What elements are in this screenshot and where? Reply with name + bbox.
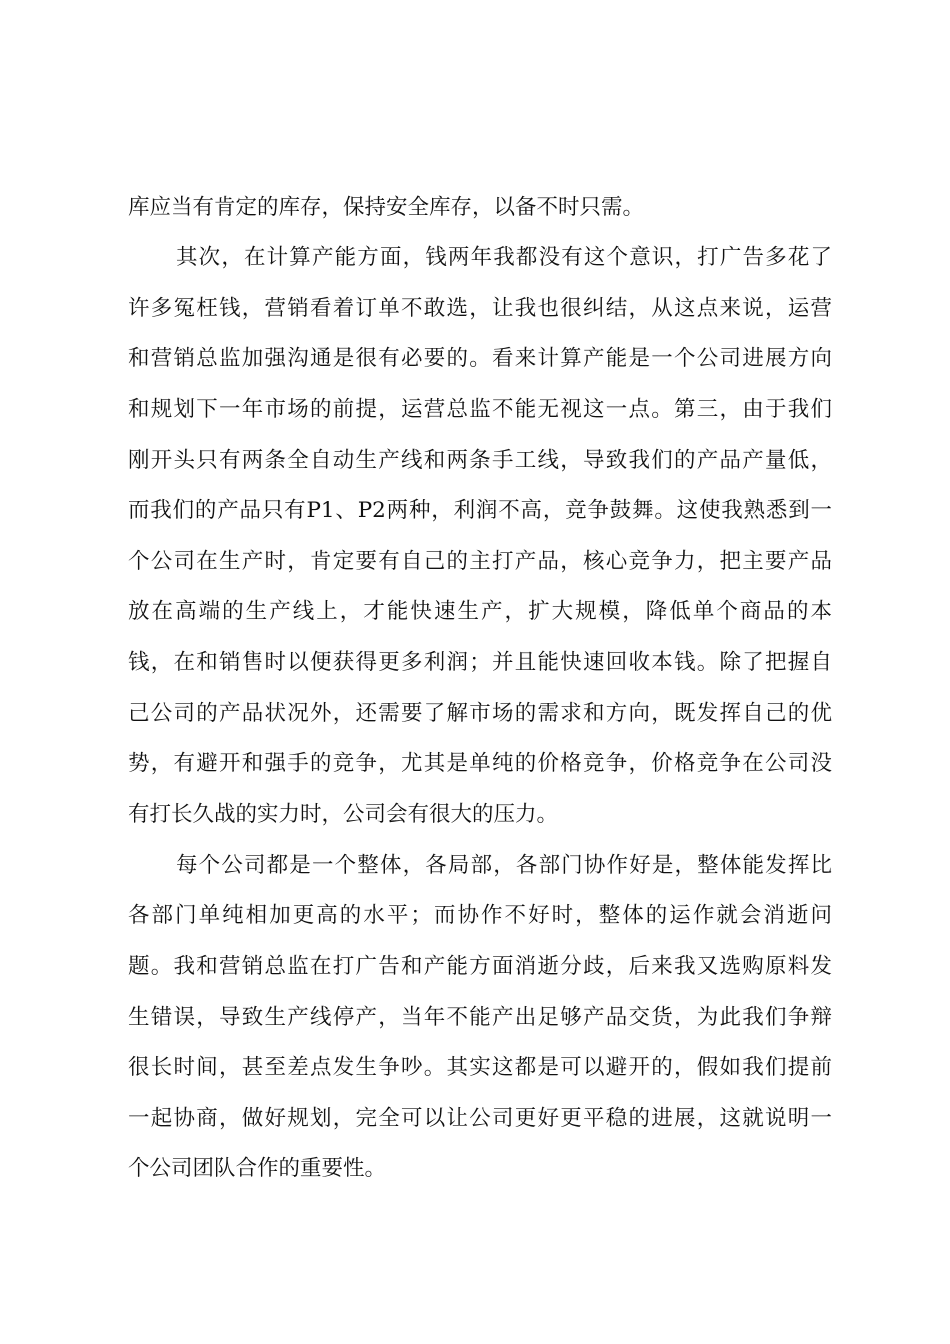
paragraph-line: 势，有避开和强手的竞争，尤其是单纯的价格竞争，价格竞争在公司没 (128, 751, 832, 776)
paragraph-line: 一起协商，做好规划，完全可以让公司更好更平稳的进展，这就说明一 (128, 1106, 832, 1131)
paragraph-line: 生错误，导致生产线停产，当年不能产出足够产品交货，为此我们争辩 (128, 1005, 832, 1030)
paragraph-line: 题。我和营销总监在打广告和产能方面消逝分歧，后来我又选购原料发 (128, 954, 832, 979)
paragraph-line: 而我们的产品只有P1、P2两种，利润不高，竞争鼓舞。这使我熟悉到一 (128, 498, 832, 523)
paragraph-line: 很长时间，甚至差点发生争吵。其实这都是可以避开的，假如我们提前 (128, 1055, 832, 1080)
paragraph-line: 和规划下一年市场的前提，运营总监不能无视这一点。第三，由于我们 (128, 397, 832, 422)
paragraph-line: 许多冤枉钱，营销看着订单不敢选，让我也很纠结，从这点来说，运营 (128, 296, 832, 321)
paragraph-line: 个公司团队合作的重要性。 (128, 1156, 387, 1181)
paragraph-line: 各部门单纯相加更高的水平；而协作不好时，整体的运作就会消逝问 (128, 903, 832, 928)
paragraph-line: 钱，在和销售时以便获得更多利润；并且能快速回收本钱。除了把握自 (128, 650, 832, 675)
paragraph-line: 放在高端的生产线上，才能快速生产，扩大规模，降低单个商品的本 (128, 599, 832, 624)
paragraph-line: 刚开头只有两条全自动生产线和两条手工线，导致我们的产品产量低， (128, 448, 832, 473)
paragraph-line: 个公司在生产时，肯定要有自己的主打产品，核心竞争力，把主要产品 (128, 549, 832, 574)
paragraph-line: 和营销总监加强沟通是很有必要的。看来计算产能是一个公司进展方向 (128, 346, 832, 371)
paragraph-line: 库应当有肯定的库存，保持安全库存，以备不时只需。 (128, 195, 645, 220)
paragraph-line: 有打长久战的实力时，公司会有很大的压力。 (128, 802, 559, 827)
paragraph-line: 其次，在计算产能方面，钱两年我都没有这个意识，打广告多花了 (176, 245, 832, 270)
paragraph-line: 每个公司都是一个整体，各局部，各部门协作好是，整体能发挥比 (176, 853, 832, 878)
paragraph-line: 己公司的产品状况外，还需要了解市场的需求和方向，既发挥自己的优 (128, 701, 832, 726)
